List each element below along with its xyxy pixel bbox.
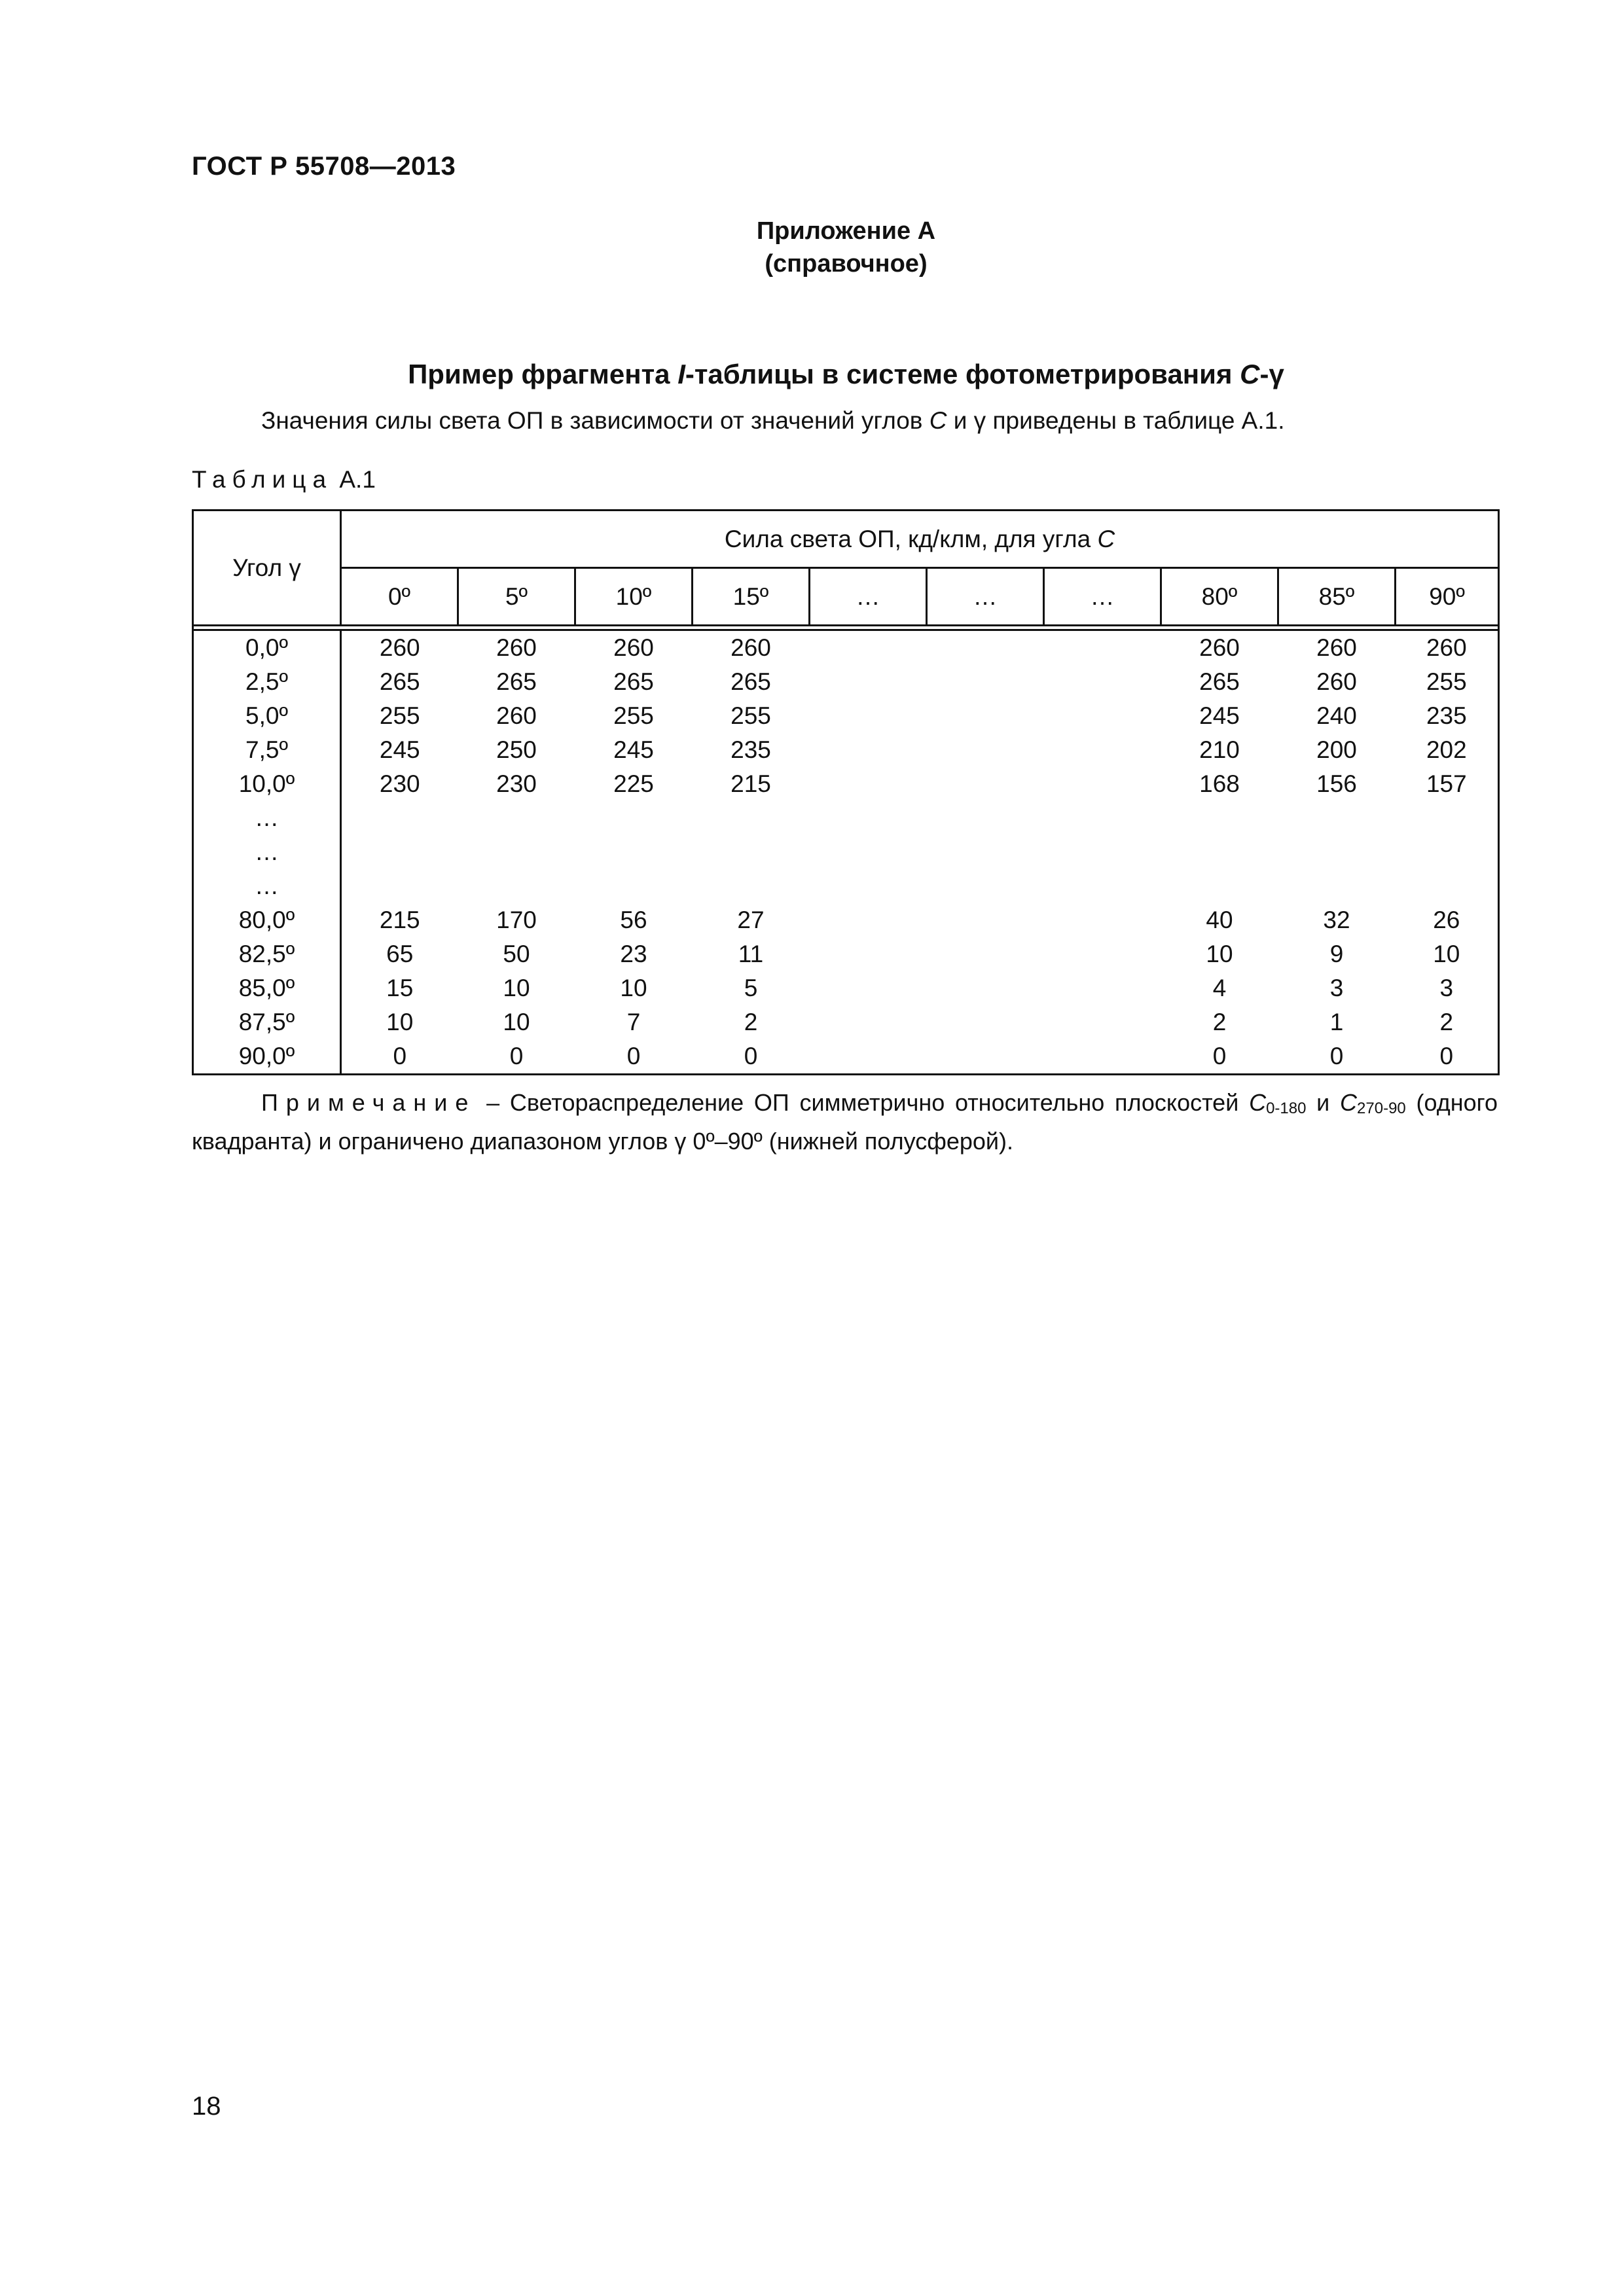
value-cell: 26	[1396, 903, 1499, 937]
value-cell	[810, 801, 927, 835]
angle-cell: 0,0º	[193, 630, 341, 666]
section-title	[0, 359, 1624, 390]
table-row	[193, 971, 1499, 1005]
value-cell	[1044, 1039, 1161, 1075]
value-cell: 250	[496, 736, 537, 763]
value-cell	[458, 801, 575, 835]
value-cell: 202	[1396, 733, 1499, 767]
value-cell: 56	[620, 906, 647, 933]
appendix-title: Приложение А	[756, 217, 936, 245]
value-cell	[341, 869, 458, 903]
value-cell: 65	[386, 941, 414, 967]
value-cell: 260	[496, 702, 537, 729]
value-cell	[1044, 767, 1161, 801]
table-row	[193, 767, 1499, 801]
page-number: 18	[192, 2092, 221, 2121]
note-text: – Светораспределение ОП симметрично относительно плоскостей	[476, 1089, 1250, 1116]
value-cell: 215	[379, 906, 420, 933]
value-cell: 10	[620, 975, 647, 1001]
value-cell: 230	[496, 770, 537, 797]
value-cell: 4	[1212, 975, 1227, 1001]
value-cell	[1278, 869, 1396, 903]
value-cell: 1	[1329, 1009, 1344, 1035]
angle-cell: 7,5º	[193, 733, 341, 767]
value-cell: 260	[613, 634, 654, 661]
value-cell: 260	[1316, 668, 1357, 695]
value-cell	[810, 699, 927, 733]
value-cell	[1044, 903, 1161, 937]
value-cell	[1044, 699, 1161, 733]
value-cell: 0	[1161, 1039, 1278, 1075]
value-cell	[810, 835, 927, 869]
section-title-part: -γ	[1259, 359, 1284, 389]
angle-cell: …	[193, 801, 341, 835]
intro-text: Значения силы света ОП в зависимости от значений углов	[261, 407, 929, 434]
value-cell	[927, 665, 1044, 699]
value-cell	[810, 665, 927, 699]
value-cell	[693, 835, 810, 869]
table-row	[193, 1039, 1499, 1075]
header-separator	[193, 626, 1499, 630]
value-cell: 168	[1199, 770, 1240, 797]
value-cell	[1044, 630, 1161, 666]
value-cell: 265	[496, 668, 537, 695]
note-label: Примечание	[261, 1089, 477, 1116]
value-cell	[1161, 801, 1278, 835]
value-cell: 170	[496, 906, 537, 933]
angle-cell: 10,0º	[193, 767, 341, 801]
angle-cell: 80,0º	[193, 903, 341, 937]
column-header: 85º	[1278, 568, 1396, 626]
value-cell: 255	[731, 702, 771, 729]
column-header: 80º	[1161, 568, 1278, 626]
value-cell: 0	[575, 1039, 693, 1075]
group-header-italic-c: С	[1097, 525, 1115, 552]
value-cell: 7	[626, 1009, 641, 1035]
note-text: (одного квадранта) и ограничено диапазоном углов γ 0º–90º (нижней полусферой).	[192, 1089, 1498, 1155]
value-cell: 0	[341, 1039, 458, 1075]
light-intensity-table	[192, 509, 1500, 1075]
value-cell	[1396, 801, 1499, 835]
value-cell: 0	[458, 1039, 575, 1075]
value-cell: 10	[386, 1009, 414, 1035]
value-cell: 260	[731, 634, 771, 661]
angle-cell: 5,0º	[193, 699, 341, 733]
column-header: 5º	[458, 568, 575, 626]
value-cell: 265	[1199, 668, 1240, 695]
value-cell	[1044, 835, 1161, 869]
value-cell	[927, 1039, 1044, 1075]
value-cell: 240	[1316, 702, 1357, 729]
table-caption	[192, 466, 376, 493]
value-cell: 215	[731, 770, 771, 797]
angle-cell: 2,5º	[193, 665, 341, 699]
note-text: и	[1306, 1089, 1341, 1116]
value-cell: 235	[731, 736, 771, 763]
value-cell: 255	[613, 702, 654, 729]
value-cell: 265	[379, 668, 420, 695]
table-row	[193, 630, 1499, 666]
table-row	[193, 835, 1499, 869]
value-cell: 260	[1199, 634, 1240, 661]
column-header: 15º	[693, 568, 810, 626]
value-cell: 10	[1396, 937, 1499, 971]
value-cell: 255	[1396, 665, 1499, 699]
note-subscript: 0-180	[1266, 1100, 1307, 1117]
value-cell	[693, 801, 810, 835]
value-cell	[575, 835, 693, 869]
angle-cell: …	[193, 835, 341, 869]
value-cell	[1044, 971, 1161, 1005]
value-cell	[1396, 869, 1499, 903]
value-cell	[693, 869, 810, 903]
table-row	[193, 665, 1499, 699]
value-cell	[1278, 801, 1396, 835]
value-cell	[927, 733, 1044, 767]
value-cell	[810, 971, 927, 1005]
value-cell: 11	[738, 941, 764, 967]
value-cell	[1396, 835, 1499, 869]
value-cell	[575, 801, 693, 835]
value-cell: 5	[744, 975, 758, 1001]
value-cell: 3	[1396, 971, 1499, 1005]
intro-italic-c: С	[929, 407, 947, 434]
column-header: …	[927, 568, 1044, 626]
value-cell: 2	[1396, 1005, 1499, 1039]
value-cell: 245	[379, 736, 420, 763]
intro-text: и γ приведены в таблице А.1.	[947, 407, 1285, 434]
section-title-italic-c: С	[1240, 359, 1260, 389]
column-header: 0º	[341, 568, 458, 626]
value-cell	[458, 869, 575, 903]
value-cell: 225	[613, 770, 654, 797]
section-title-italic-i: I	[677, 359, 685, 389]
value-cell	[341, 801, 458, 835]
value-cell: 245	[613, 736, 654, 763]
value-cell	[1161, 835, 1278, 869]
value-cell: 210	[1199, 736, 1240, 763]
value-cell	[1044, 801, 1161, 835]
angle-cell: 87,5º	[193, 1005, 341, 1039]
value-cell: 40	[1206, 906, 1233, 933]
note-subscript: 270-90	[1357, 1100, 1406, 1117]
table-note	[192, 1086, 1498, 1158]
value-cell: 23	[620, 941, 647, 967]
value-cell	[810, 733, 927, 767]
document-code: ГОСТ Р 55708—2013	[192, 152, 456, 181]
value-cell	[927, 971, 1044, 1005]
value-cell	[927, 699, 1044, 733]
value-cell: 0	[1396, 1039, 1499, 1075]
table-row	[193, 733, 1499, 767]
value-cell	[927, 767, 1044, 801]
value-cell: 0	[693, 1039, 810, 1075]
value-cell	[1278, 835, 1396, 869]
value-cell: 235	[1396, 699, 1499, 733]
column-header: 90º	[1396, 568, 1499, 626]
value-cell	[810, 630, 927, 666]
value-cell	[810, 767, 927, 801]
value-cell	[1044, 869, 1161, 903]
table-row	[193, 869, 1499, 903]
group-header	[341, 511, 1499, 568]
table-caption-word: Таблица	[192, 466, 333, 493]
value-cell: 260	[1316, 634, 1357, 661]
value-cell	[1044, 937, 1161, 971]
value-cell: 0	[1278, 1039, 1396, 1075]
value-cell: 3	[1329, 975, 1344, 1001]
value-cell: 50	[503, 941, 530, 967]
table-row	[193, 699, 1499, 733]
angle-cell: 90,0º	[193, 1039, 341, 1075]
angle-header: Угол γ	[193, 511, 341, 626]
value-cell: 157	[1396, 767, 1499, 801]
value-cell	[927, 835, 1044, 869]
value-cell	[810, 1039, 927, 1075]
value-cell: 265	[613, 668, 654, 695]
value-cell	[575, 869, 693, 903]
value-cell	[927, 801, 1044, 835]
column-header: …	[1044, 568, 1161, 626]
table-row	[193, 903, 1499, 937]
value-cell: 260	[1396, 630, 1499, 666]
value-cell	[810, 1005, 927, 1039]
value-cell	[927, 1005, 1044, 1039]
value-cell: 230	[379, 770, 420, 797]
value-cell: 255	[379, 702, 420, 729]
value-cell	[1161, 869, 1278, 903]
section-title-part: -таблицы в системе фотометрирования	[685, 359, 1240, 389]
group-header-text: Сила света ОП, кд/клм, для угла	[724, 525, 1098, 552]
value-cell: 2	[744, 1009, 758, 1035]
intro-paragraph	[261, 407, 1285, 435]
value-cell: 15	[386, 975, 414, 1001]
value-cell	[1044, 1005, 1161, 1039]
note-italic-c: С	[1340, 1089, 1358, 1116]
value-cell	[341, 835, 458, 869]
value-cell: 10	[503, 1009, 530, 1035]
value-cell	[1044, 665, 1161, 699]
value-cell	[927, 903, 1044, 937]
value-cell	[927, 869, 1044, 903]
column-header: 10º	[575, 568, 693, 626]
table-caption-number: А.1	[333, 466, 376, 493]
table-row	[193, 801, 1499, 835]
section-title-part: Пример фрагмента	[408, 359, 678, 389]
value-cell: 156	[1316, 770, 1357, 797]
appendix-type: (справочное)	[765, 250, 928, 278]
value-cell: 265	[731, 668, 771, 695]
value-cell: 245	[1199, 702, 1240, 729]
value-cell: 10	[503, 975, 530, 1001]
value-cell	[458, 835, 575, 869]
table-row	[193, 1005, 1499, 1039]
value-cell: 9	[1329, 941, 1344, 967]
value-cell: 10	[1206, 941, 1233, 967]
value-cell	[810, 903, 927, 937]
value-cell: 2	[1212, 1009, 1227, 1035]
value-cell: 27	[737, 906, 765, 933]
appendix-heading	[0, 215, 1624, 280]
note-italic-c: С	[1249, 1089, 1267, 1116]
value-cell	[927, 630, 1044, 666]
value-cell	[1044, 733, 1161, 767]
angle-cell: …	[193, 869, 341, 903]
column-header: …	[810, 568, 927, 626]
value-cell	[810, 869, 927, 903]
value-cell	[810, 937, 927, 971]
value-cell: 32	[1323, 906, 1350, 933]
value-cell: 260	[496, 634, 537, 661]
value-cell	[927, 937, 1044, 971]
value-cell: 200	[1316, 736, 1357, 763]
table-row	[193, 937, 1499, 971]
value-cell: 260	[379, 634, 420, 661]
angle-cell: 85,0º	[193, 971, 341, 1005]
angle-cell: 82,5º	[193, 937, 341, 971]
